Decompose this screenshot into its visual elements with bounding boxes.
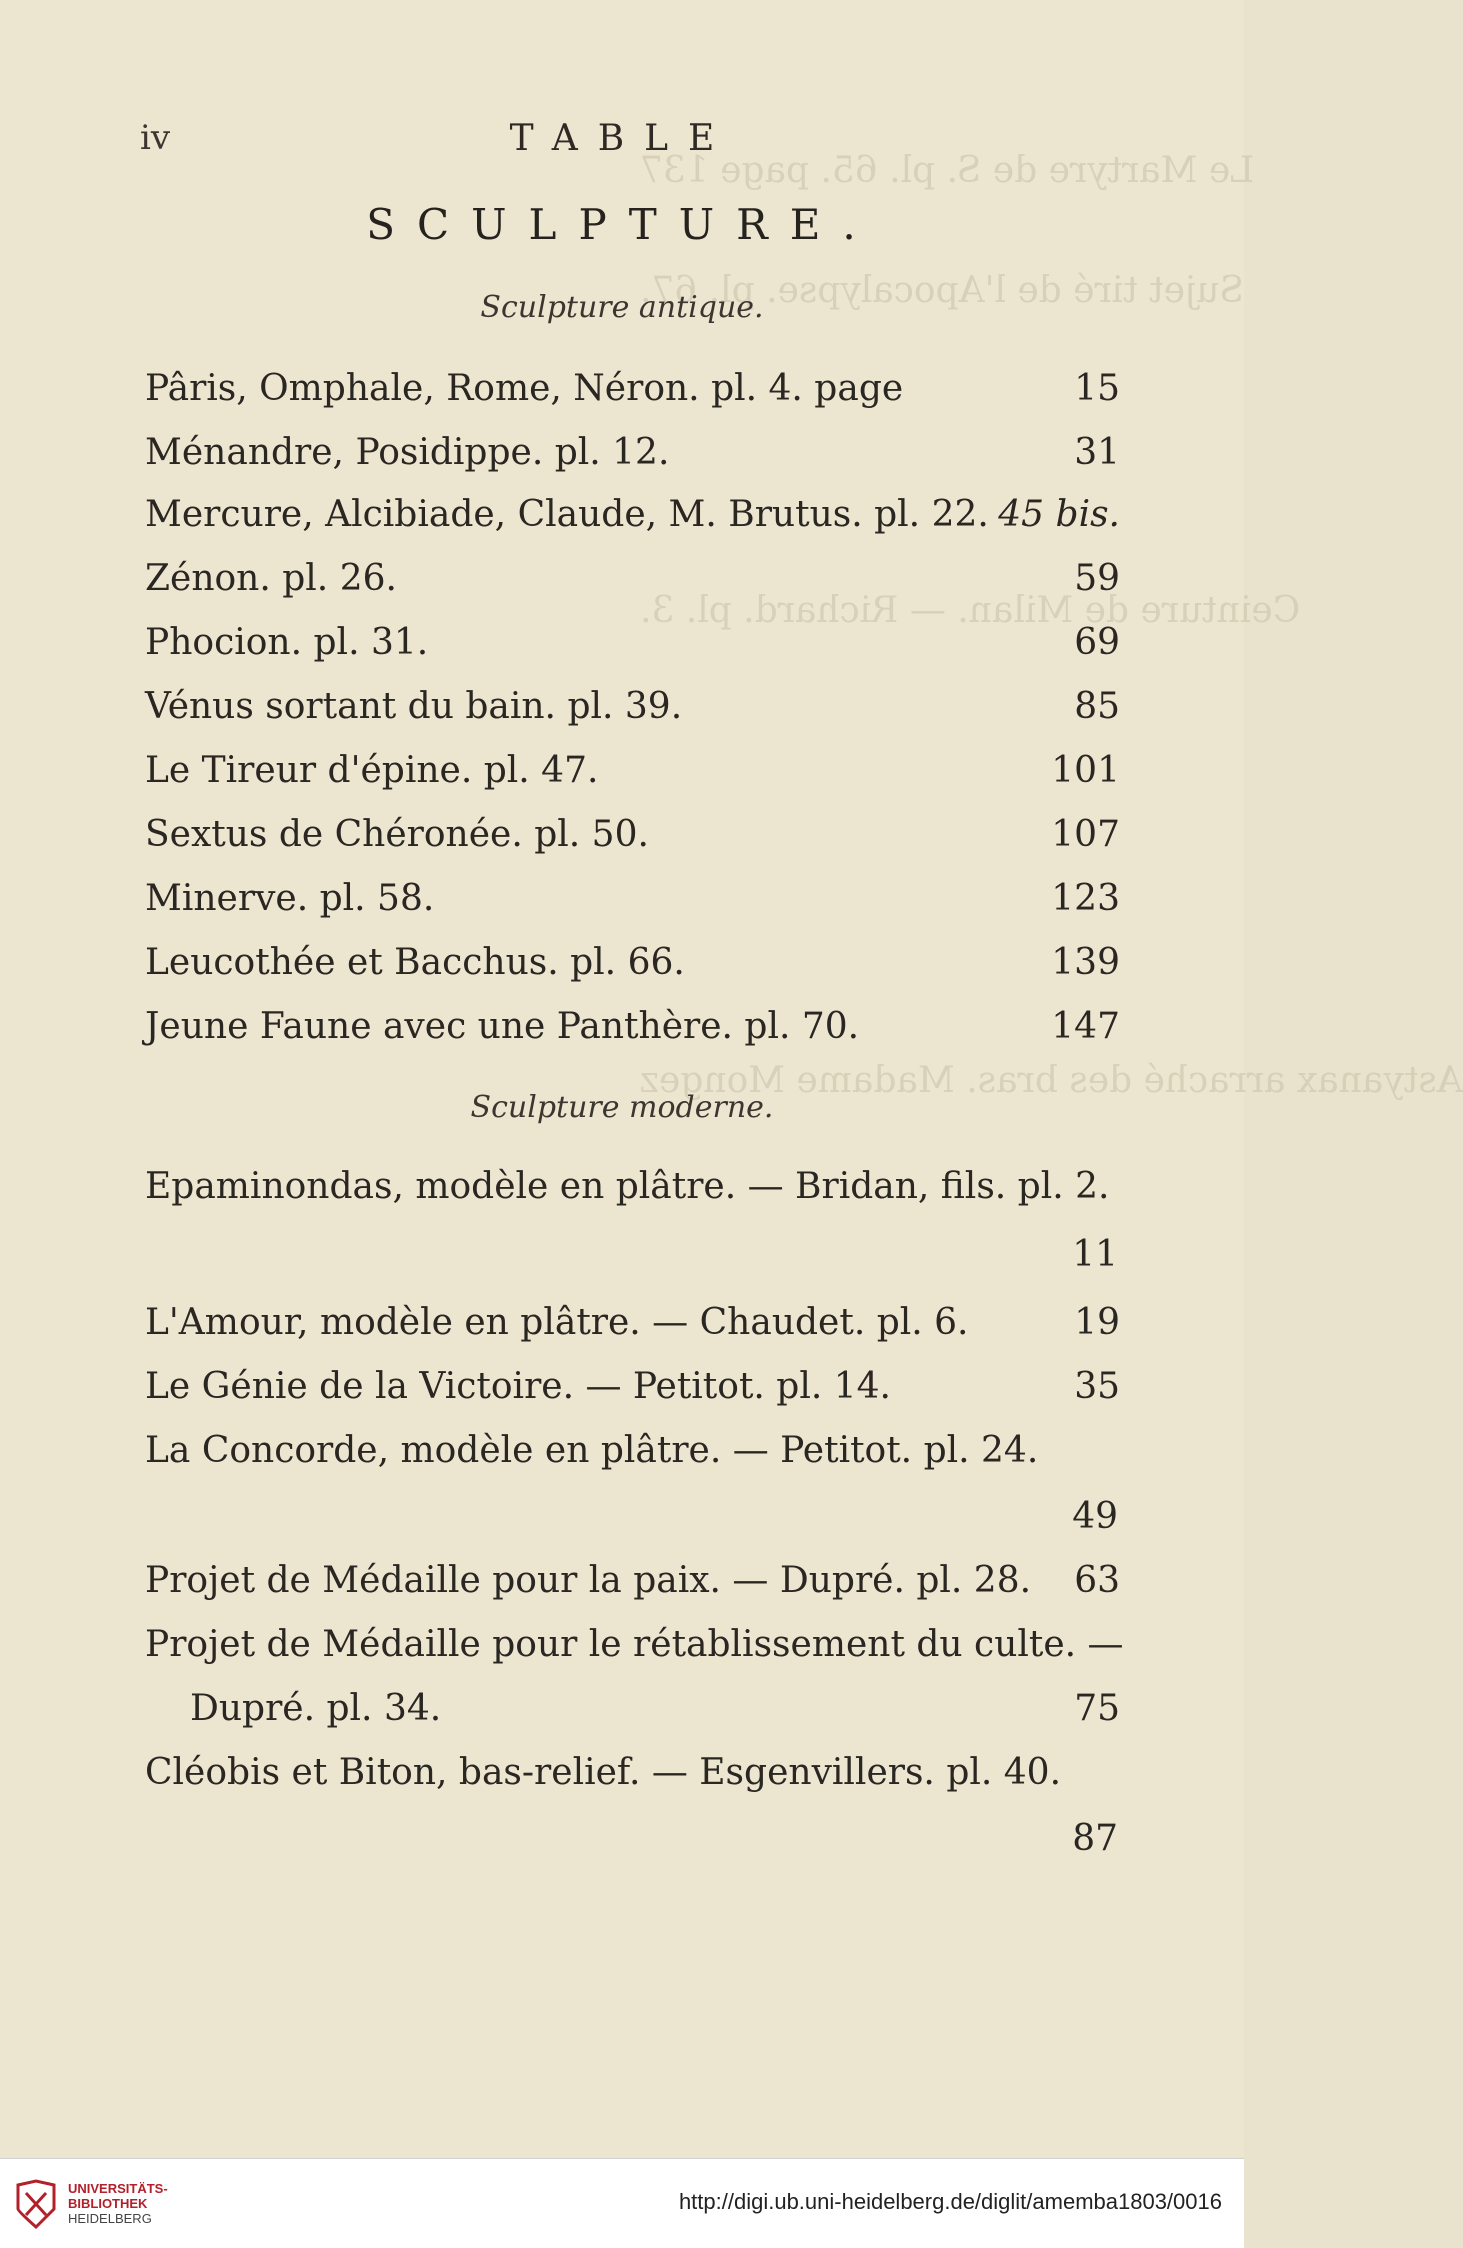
entry-page: 101: [1051, 750, 1120, 791]
bleed-through-text: Ceinture de Milan. — Richard. pl. 3.: [640, 590, 1301, 631]
entry-page: 63: [1074, 1560, 1120, 1601]
entry-title: Projet de Médaille pour la paix. — Dupré. pl. 28.: [145, 1560, 1032, 1601]
entry-title: Jeune Faune avec une Panthère. pl. 70.: [145, 1006, 860, 1047]
bleed-through-text: Astyanax arraché des bras. Madame Mongez: [640, 1060, 1463, 1101]
bleed-through-text: Le Martyre de S. pl. 65. page 137: [640, 150, 1255, 191]
entry-page: 85: [1074, 686, 1120, 727]
entry-page: 59: [1074, 558, 1120, 599]
entry-title: Vénus sortant du bain. pl. 39.: [145, 686, 683, 727]
entry-title: Ménandre, Posidippe. pl. 12.: [145, 432, 670, 473]
entry-title: Mercure, Alcibiade, Claude, M. Brutus. pl. 22.: [145, 494, 989, 535]
bleed-through-text: Sujet tiré de l'Apocalypse. pl. 67.: [640, 270, 1244, 311]
entry-title: Phocion. pl. 31.: [145, 622, 429, 663]
entry-title: La Concorde, modèle en plâtre. — Petitot. pl. 24.: [145, 1430, 1039, 1471]
entry-page: 35: [1074, 1366, 1120, 1407]
library-logo-icon: [14, 2179, 58, 2229]
permalink-url[interactable]: http://digi.ub.uni-heidelberg.de/diglit/amemba1803/0016: [678, 2189, 1222, 2214]
running-title: TABLE: [509, 118, 735, 159]
entry-title: Le Tireur d'épine. pl. 47.: [145, 750, 599, 791]
entry-title: Sextus de Chéronée. pl. 50.: [145, 814, 649, 855]
entry-title: Zénon. pl. 26.: [145, 558, 397, 599]
entry-title: Projet de Médaille pour le rétablissement du culte. —: [145, 1624, 1124, 1665]
entry-page: 19: [1074, 1302, 1120, 1343]
entry-page: 11: [1072, 1234, 1118, 1275]
entry-page: 49: [1072, 1496, 1118, 1537]
entry-page: 75: [1074, 1688, 1120, 1729]
library-city: HEIDELBERG: [68, 2211, 152, 2226]
entry-page: 107: [1051, 814, 1120, 855]
library-name: [68, 2181, 168, 2226]
page-marker: iv: [140, 118, 171, 158]
entry-title: Dupré. pl. 34.: [190, 1688, 442, 1729]
entry-title: Cléobis et Biton, bas-relief. — Esgenvillers. pl. 40.: [145, 1752, 1062, 1793]
entry-page: 87: [1072, 1818, 1118, 1859]
entry-page: 123: [1051, 878, 1120, 919]
entry-title: Epaminondas, modèle en plâtre. — Bridan, fils. pl. 2.: [145, 1166, 1110, 1207]
entry-page: 69: [1074, 622, 1120, 663]
viewer-footer: [0, 2158, 1244, 2248]
antique-heading: Sculpture antique.: [480, 290, 764, 325]
entry-title: Le Génie de la Victoire. — Petitot. pl. 14.: [145, 1366, 891, 1407]
section-title: SCULPTURE.: [366, 200, 878, 249]
entry-title: L'Amour, modèle en plâtre. — Chaudet. pl. 6.: [145, 1302, 969, 1343]
entry-page: 45 bis.: [998, 494, 1120, 535]
modern-heading: Sculpture moderne.: [470, 1090, 774, 1125]
entry-page: 147: [1051, 1006, 1120, 1047]
entry-title: Minerve. pl. 58.: [145, 878, 435, 919]
entry-page: 31: [1074, 432, 1120, 473]
library-name-line: BIBLIOTHEK: [68, 2196, 148, 2211]
entry-page: 139: [1051, 942, 1120, 983]
entry-page: 15: [1074, 368, 1120, 409]
library-name-line: UNIVERSITÄTS-: [68, 2181, 168, 2196]
entry-title: Leucothée et Bacchus. pl. 66.: [145, 942, 685, 983]
entry-title: Pâris, Omphale, Rome, Néron. pl. 4. page: [145, 368, 904, 409]
